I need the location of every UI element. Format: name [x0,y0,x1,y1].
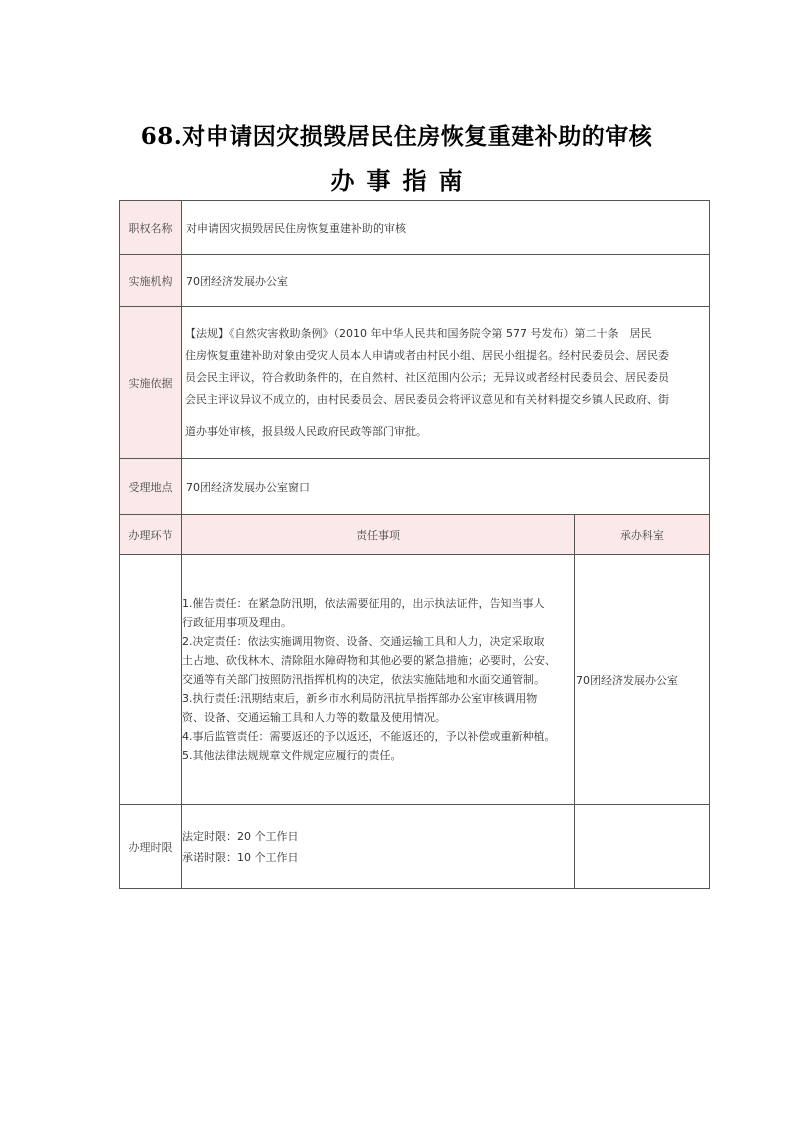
legal-time-limit: 法定时限：20 个工作日 [182,829,299,843]
dept-name: 70团经济发展办公室 [576,673,678,687]
value-dept [575,555,710,805]
document-subtitle: 办事指南 [330,166,475,195]
guide-table [119,200,710,889]
row-time-limit [120,805,710,889]
duty-line: 行政征用事项及理由。 [182,616,292,629]
duty-line: 2.决定责任：依法实施调用物资、设备、交通运输工具和人力，决定采取取 [182,635,545,648]
value-acceptance-place: 70团经济发展办公室窗口 [182,459,710,515]
duty-line: 1.催告责任：在紧急防汛期，依法需要征用的，出示执法证件，告知当事人 [182,597,545,610]
label-authority-name: 职权名称 [120,201,182,255]
label-acceptance-place: 受理地点 [120,459,182,515]
label-process: 办理环节 [120,515,182,555]
label-time-limit: 办理时限 [120,805,182,889]
value-legal-basis [182,307,710,459]
value-time-limit-blank [575,805,710,889]
document-title: 68.对申请因灾损毁居民住房恢复重建补助的审核 [140,123,653,150]
basis-line: 会民主评议异议不成立的，由村民委员会、居民委员会将评议意见和有关材料提交乡镇人民政府、街 [185,392,669,406]
basis-line: 员会民主评议，符合救助条件的，在自然村、社区范围内公示；无异议或者经村民委员会、居民委员 [185,370,669,384]
basis-line: 【法规】《自然灾害救助条例》（2010 年中华人民共和国务院令第 577 号发布）第二十条 居民 [185,326,652,340]
row-process-header [120,515,710,555]
row-implementing-org [120,255,710,307]
row-authority-name [120,201,710,255]
value-implementing-org: 70团经济发展办公室 [182,255,710,307]
value-time-limit [182,805,575,889]
value-authority-name: 对申请因灾损毁居民住房恢复重建补助的审核 [182,201,710,255]
duty-line: 5.其他法律法规规章文件规定应履行的责任。 [182,749,402,762]
basis-line: 住房恢复重建补助对象由受灾人员本人申请或者由村民小组、居民小组提名。经村民委员会、居民委 [185,348,669,362]
label-legal-basis: 实施依据 [120,307,182,459]
duty-line: 3.执行责任:汛期结束后，新乡市水利局防汛抗旱指挥部办公室审核调用物 [182,692,538,705]
row-legal-basis [120,307,710,459]
basis-line: 道办事处审核，报县级人民政府民政等部门审批。 [185,424,427,438]
promised-time-limit: 承诺时限：10 个工作日 [182,850,299,864]
column-header-duty: 责任事项 [182,515,575,555]
duty-line: 土占地、砍伐林木、清除阻水障碍物和其他必要的紧急措施；必要时，公安、 [182,654,556,667]
value-duties [182,555,575,805]
row-acceptance-place [120,459,710,515]
duty-line: 资、设备、交通运输工具和人力等的数量及使用情况。 [182,711,446,724]
duty-line: 交通等有关部门按照防汛指挥机构的决定，依法实施陆地和水面交通管制。 [182,673,545,686]
duty-line: 4.事后监管责任：需要返还的予以返还，不能返还的，予以补偿或重新种植。 [182,730,556,743]
column-header-dept: 承办科室 [575,515,710,555]
label-implementing-org: 实施机构 [120,255,182,307]
row-process-detail [120,555,710,805]
label-process-blank [120,555,182,805]
